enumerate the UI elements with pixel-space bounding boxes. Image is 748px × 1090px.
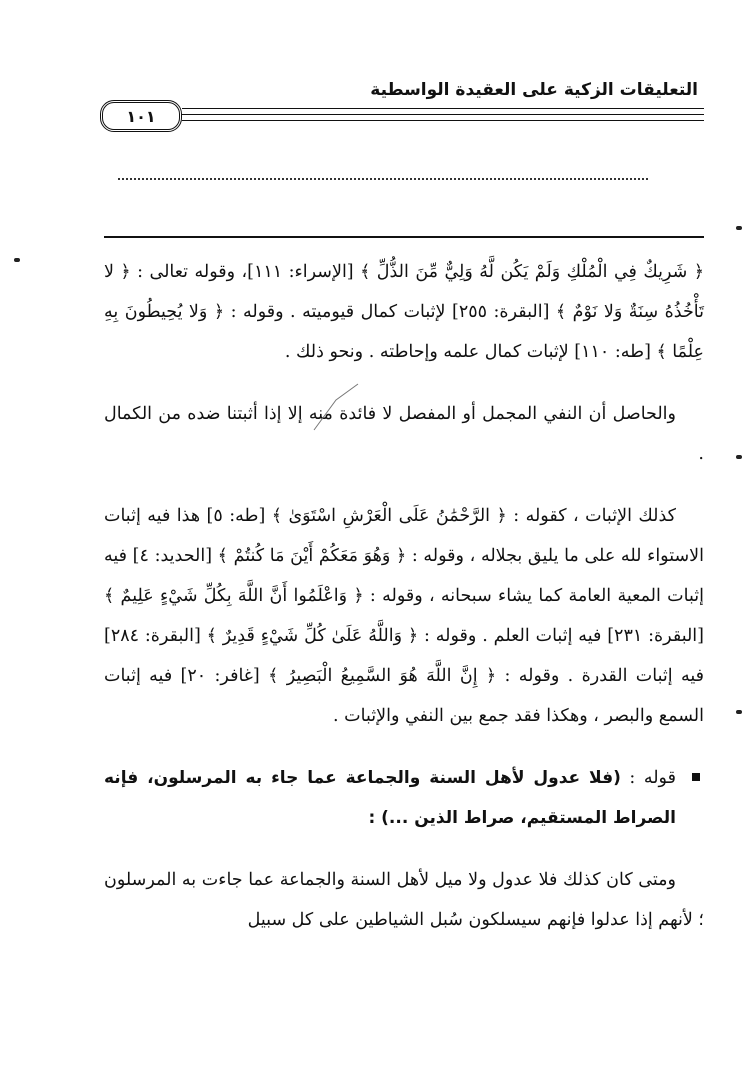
running-header-title: التعليقات الزكية على العقيدة الواسطية	[370, 80, 698, 100]
margin-mark	[14, 258, 20, 262]
header-rule	[182, 120, 704, 121]
bullet-square-icon	[692, 773, 700, 781]
quote-text: (فلا عدول لأهل السنة والجماعة عما جاء به المرسلون، فإنه الصراط المستقيم، صراط الذين ...) :	[104, 768, 676, 828]
paragraph-affirmation: كذلك الإثبات ، كقوله : ﴿ الرَّحْمَٰنُ عَلَى الْعَرْشِ اسْتَوَىٰ ﴾ [طه: ٥] هذا فيه إثبات الاستواء لله على ما يليق بجلاله ، وقوله : ﴿ وَهُوَ مَعَكُمْ أَيْنَ مَا كُنتُمْ ﴾ [الحديد: ٤] فيه إثبات المعية العامة كما يشاء سبحانه ، وقوله : ﴿ وَاعْلَمُوا أَنَّ اللَّهَ بِكُلِّ شَيْءٍ عَلِيمٌ ﴾ [البقرة: ٢٣١] فيه إثبات العلم . وقوله : ﴿ وَاللَّهُ عَلَىٰ كُلِّ شَيْءٍ قَدِيرٌ ﴾ [البقرة: ٢٨٤] فيه إثبات القدرة . وقوله : ﴿ إِنَّ اللَّهَ هُوَ السَّمِيعُ الْبَصِيرُ ﴾ [غافر: ٢٠] فيه إثبات السمع والبصر ، وهكذا فقد جمع بين النفي والإثبات .	[104, 506, 705, 726]
header-rule	[182, 114, 704, 115]
header-rule	[182, 108, 704, 109]
dotted-separator	[118, 178, 648, 180]
paragraph-explanation: ومتى كان كذلك فلا عدول ولا ميل لأهل السنة والجماعة عما جاءت به المرسلون ؛ لأنهم إذا عدلوا فإنهم سيسلكون سُبل الشياطين على كل سبيل	[104, 870, 704, 930]
body-text	[104, 252, 704, 962]
pen-stroke-mark	[312, 382, 360, 432]
paragraph-conclusion: والحاصل أن النفي المجمل أو المفصل لا فائدة منه إلا إذا أثبتنا ضده من الكمال .	[104, 404, 704, 464]
margin-mark	[736, 710, 742, 714]
margin-mark	[736, 455, 742, 459]
quote-lead: قوله :	[629, 768, 676, 788]
page-number: ١٠١	[100, 100, 182, 132]
section-rule	[104, 236, 704, 238]
paragraph-quote	[104, 758, 704, 838]
margin-mark	[736, 226, 742, 230]
paragraph-quran-negation: ﴿ شَرِيكٌ فِي الْمُلْكِ وَلَمْ يَكُن لَّهُ وَلِيٌّ مِّنَ الذُّلِّ ﴾ [الإسراء: ١١١]، وقوله تعالى : ﴿ لا تَأْخُذُهُ سِنَةٌ وَلا نَوْمٌ ﴾ [البقرة: ٢٥٥] لإثبات كمال قيوميته . وقوله : ﴿ وَلا يُحِيطُونَ بِهِ عِلْمًا ﴾ [طه: ١١٠] لإثبات كمال علمه وإحاطته . ونحو ذلك .	[104, 262, 704, 362]
